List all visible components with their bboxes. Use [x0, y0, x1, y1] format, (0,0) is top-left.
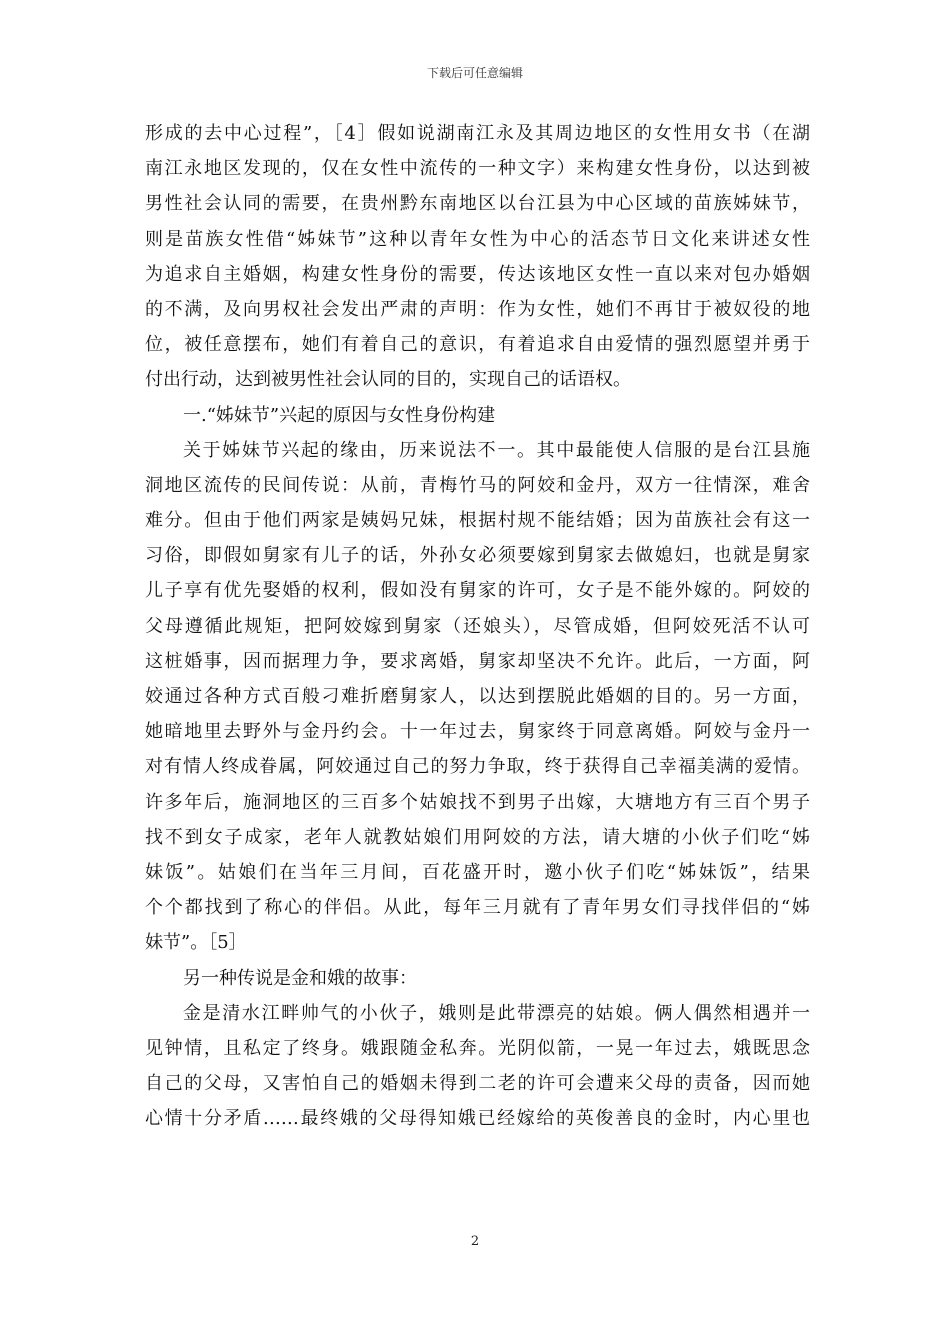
- text-line: 关于姊妹节兴起的缘由，历来说法不一。其中最能使人信服的是台江县施: [183, 439, 810, 461]
- page-number: 2: [470, 1234, 480, 1249]
- text-line: 她暗地里去野外与金丹约会。十一年过去，舅家终于同意离婚。阿姣与金丹一: [145, 721, 810, 743]
- text-line: 妹饭”。姑娘们在当年三月间，百花盛开时，邀小伙子们吃“姊妹饭”，结果: [145, 861, 810, 883]
- text-line: 找不到女子成家，老年人就教姑娘们用阿姣的方法，请大塘的小伙子们吃“姊: [145, 826, 810, 848]
- text-line: 个个都找到了称心的伴侣。从此，每年三月就有了青年男女们寻找伴侣的“姊: [145, 897, 810, 919]
- text-line: 儿子享有优先娶婚的权利，假如没有舅家的许可，女子是不能外嫁的。阿姣的: [145, 580, 810, 602]
- text-line: 这桩婚事，因而据理力争，要求离婚，舅家却坚决不允许。此后，一方面，阿: [145, 650, 810, 672]
- text-line: 一.“姊妹节”兴起的原因与女性身份构建: [183, 404, 496, 426]
- text-line: 男性社会认同的需要，在贵州黔东南地区以台江县为中心区域的苗族姊妹节，: [145, 193, 810, 215]
- text-line: 为追求自主婚姻，构建女性身份的需要，传达该地区女性一直以来对包办婚姻: [145, 263, 810, 285]
- document-body: [145, 116, 810, 1136]
- text-line: 自己的父母，又害怕自己的婚姻未得到二老的许可会遭来父母的责备，因而她: [145, 1073, 810, 1095]
- text-line: 的不满，及向男权社会发出严肃的声明：作为女性，她们不再甘于被奴役的地: [145, 298, 810, 320]
- text-line: 金是清水江畔帅气的小伙子，娥则是此带漂亮的姑娘。俩人偶然相遇并一: [183, 1002, 810, 1024]
- text-line: 形成的去中心过程”，［4］假如说湖南江永及其周边地区的女性用女书（在湖: [145, 123, 810, 144]
- text-line: 习俗，即假如舅家有儿子的话，外孙女必须要嫁到舅家去做媳妇，也就是舅家: [145, 545, 810, 567]
- text-line: 难分。但由于他们两家是姨妈兄妹，根据村规不能结婚；因为苗族社会有这一: [145, 510, 810, 532]
- text-line: 姣通过各种方式百般刁难折磨舅家人，以达到摆脱此婚姻的目的。另一方面，: [145, 686, 810, 707]
- text-line: 心情十分矛盾……最终娥的父母得知娥已经嫁给的英俊善良的金时，内心里也: [145, 1108, 810, 1130]
- page-header: 下载后可任意编辑: [426, 66, 523, 80]
- text-line: 父母遵循此规矩，把阿姣嫁到舅家（还娘头），尽管成婚，但阿姣死活不认可: [145, 615, 810, 637]
- text-line: 洞地区流传的民间传说：从前，青梅竹马的阿姣和金丹，双方一往情深，难舍: [145, 474, 810, 496]
- text-line: 另一种传说是金和娥的故事：: [183, 967, 417, 989]
- text-line: 许多年后，施洞地区的三百多个姑娘找不到男子出嫁，大塘地方有三百个男子: [145, 791, 810, 813]
- text-line: 对有情人终成眷属，阿姣通过自己的努力争取，终于获得自己幸福美满的爱情。: [145, 756, 810, 778]
- text-line: 妹节”。［5］: [145, 932, 247, 954]
- text-line: 则是苗族女性借“姊妹节”这种以青年女性为中心的活态节日文化来讲述女性: [145, 228, 810, 250]
- text-line: 南江永地区发现的，仅在女性中流传的一种文字）来构建女性身份，以达到被: [145, 158, 810, 180]
- text-line: 付出行动，达到被男性社会认同的目的，实现自己的话语权。: [145, 369, 631, 391]
- text-line: 见钟情，且私定了终身。娥跟随金私奔。光阴似箭，一晃一年过去，娥既思念: [145, 1037, 810, 1059]
- text-line: 位，被任意摆布，她们有着自己的意识，有着追求自由爱情的强烈愿望并勇于: [145, 334, 810, 356]
